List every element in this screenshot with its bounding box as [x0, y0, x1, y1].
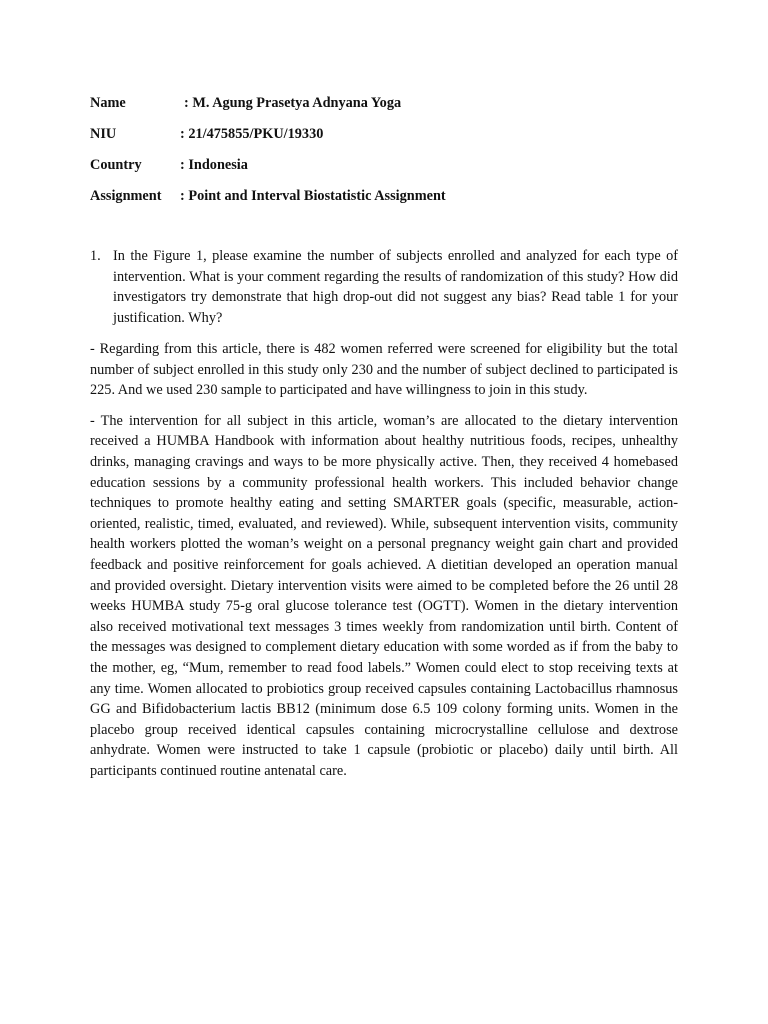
- country-label: Country: [90, 157, 142, 173]
- name-value: : M. Agung Prasetya Adnyana Yoga: [184, 95, 402, 111]
- question-1: [90, 246, 678, 328]
- question-text: In the Figure 1, please examine the number of subjects enrolled and analyzed for each type of intervention. What is your comment regarding the results of randomization of this study? How did investigators try demonstrate that high drop-out did not suggest any bias? Read table 1 for your justification. Why?: [113, 248, 678, 326]
- assignment-row: [90, 186, 690, 217]
- answer-paragraph-1: - Regarding from this article, there is 482 women referred were screened for eligibility but the total number of subject enrolled in this study only 230 and the number of subject declined to participated is 225. And we used 230 sample to participated and have willingness to join in this study.: [90, 341, 678, 399]
- answer-paragraph-2: - The intervention for all subject in this article, woman’s are allocated to the dietary intervention received a HUMBA Handbook with information about healthy nutritious foods, recipes, unhealthy drinks, managing cravings and ways to be more physically active. Then, they received 4 homebased education sessions by a community professional health workers. This included behavior change techniques to promote healthy eating and setting SMARTER goals (specific, measurable, action-oriented, realistic, timed, evaluated, and reviewed). While, subsequent intervention visits, community health workers plotted the woman’s weight on a personal pregnancy weight gain chart and provided feedback and positive reinforcement for goals achieved. A dietitian developed an operation manual and provided oversight. Dietary intervention visits were aimed to be completed before the 26 until 28 weeks HUMBA study 75-g oral glucose tolerance test (OGTT). Women in the dietary intervention also received motivational text messages 3 times weekly from randomization until birth. Content of the messages was designed to complement dietary education with some worded as if from the baby to the mother, eg, “Mum, remember to read food labels.” Women could elect to stop receiving texts at any time. Women allocated to probiotics group received capsules containing Lactobacillus rhamnosus GG and Bifidobacterium lactis BB12 (minimum dose 6.5 109 colony forming units. Women in the placebo group received identical capsules containing microcrystalline cellulose and dextrose anhydrate. Women were instructed to take 1 capsule (probiotic or placebo) daily until birth. All participants continued routine antenatal care.: [90, 412, 678, 779]
- niu-value: : 21/475855/PKU/19330: [180, 126, 324, 142]
- question-number: 1.: [90, 248, 101, 264]
- name-row: [90, 93, 690, 124]
- country-value: : Indonesia: [180, 157, 248, 173]
- niu-row: [90, 124, 690, 155]
- student-info-header: [90, 93, 690, 217]
- answer-body: [90, 339, 678, 791]
- name-label: Name: [90, 95, 126, 111]
- assignment-label: Assignment: [90, 188, 162, 204]
- niu-label: NIU: [90, 126, 117, 142]
- assignment-value: : Point and Interval Biostatistic Assignment: [180, 188, 446, 204]
- country-row: [90, 155, 690, 186]
